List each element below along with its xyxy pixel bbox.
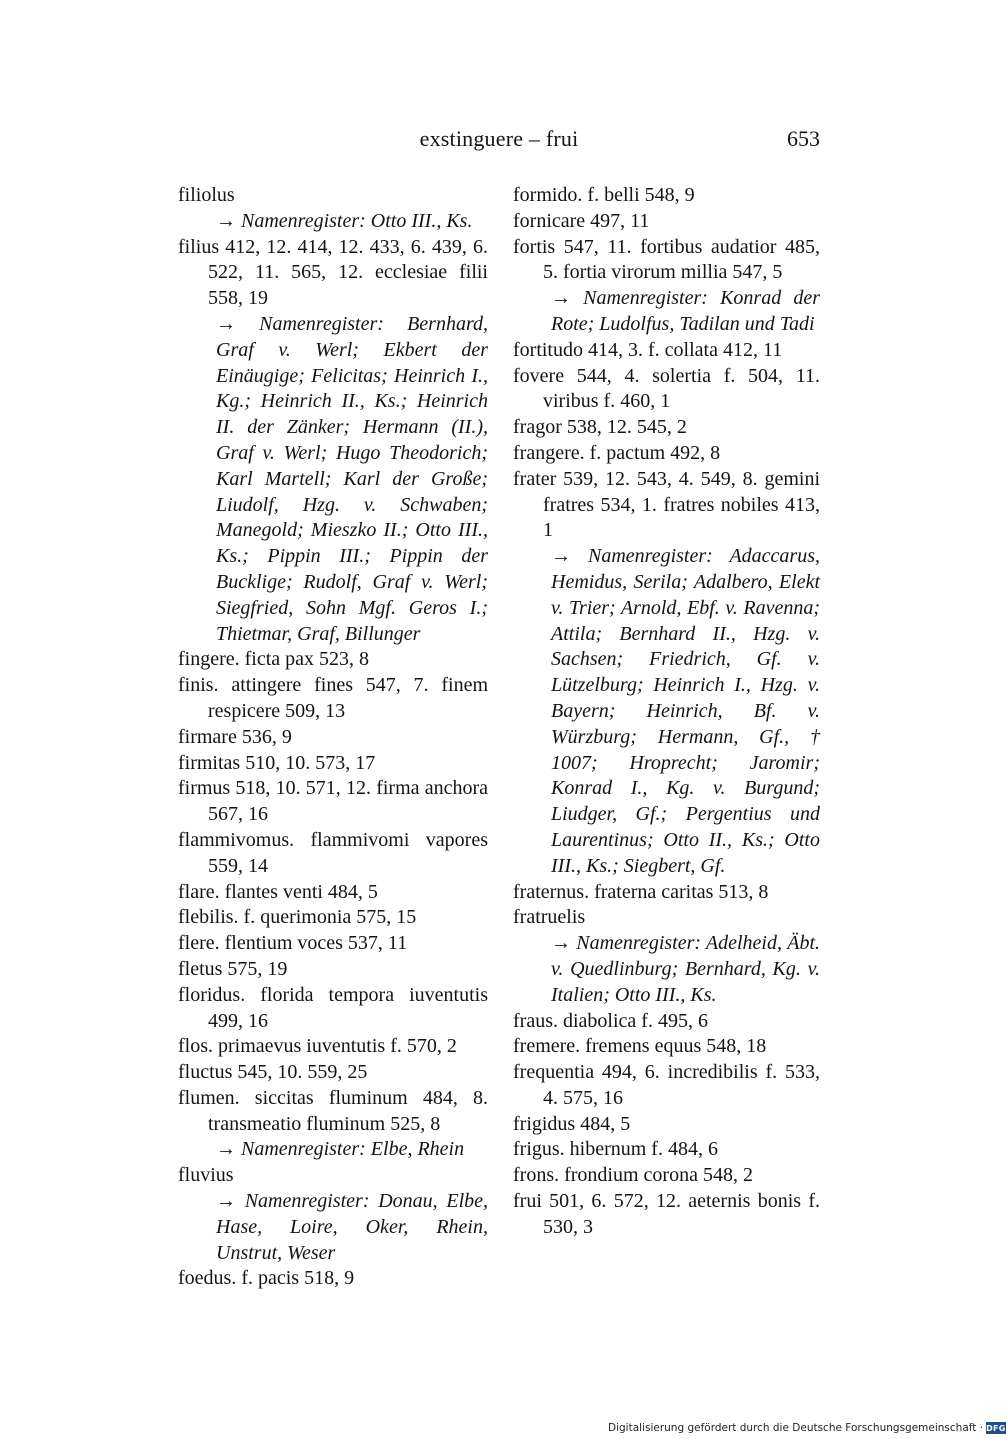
index-entry: formido. f. belli 548, 9 — [513, 184, 695, 206]
index-entry: fraus. diabolica f. 495, 6 — [513, 1009, 708, 1032]
index-entry: flare. flantes venti 484, 5 — [178, 880, 378, 903]
index-entry: frons. frondium corona 548, 2 — [513, 1164, 753, 1187]
running-header — [178, 126, 820, 158]
index-entry: fraternus. fraterna caritas 513, 8 — [513, 880, 769, 903]
index-entry: frequentia 494, 6. incredibilis f. 533, 4. 575, 16 — [513, 1061, 820, 1109]
footer-credit — [608, 1420, 1006, 1436]
index-entry: floridus. florida tempora iuventutis 499, 16 — [178, 983, 488, 1032]
index-entry: frui 501, 6. 572, 12. aeternis bonis f. 530, 3 — [513, 1190, 820, 1238]
index-entry: fremere. fremens equus 548, 18 — [513, 1035, 767, 1058]
index-entry: filiolus — [178, 184, 235, 206]
index-entry: fornicare 497, 11 — [513, 209, 650, 232]
index-entry: flebilis. f. querimonia 575, 15 — [178, 906, 417, 929]
cross-reference: → Namenregister: Donau, Elbe, Hase, Loire, Oker, Rhein, Unstrut, Weser — [216, 1190, 488, 1264]
cross-reference: → Namenregister: Konrad der Rote; Ludolfus, Tadilan und Tadi — [551, 287, 820, 335]
index-entry: fortitudo 414, 3. f. collata 412, 11 — [513, 338, 783, 361]
index-entry: fragor 538, 12. 545, 2 — [513, 416, 687, 439]
index-entry: fovere 544, 4. solertia f. 504, 11. viribus f. 460, 1 — [513, 364, 820, 413]
index-entry: fortis 547, 11. fortibus audatior 485, 5. fortia virorum millia 547, 5 — [513, 235, 820, 284]
index-entry: foedus. f. pacis 518, 9 — [178, 1267, 355, 1290]
index-entry: fluvius — [178, 1164, 234, 1187]
right-column — [513, 183, 820, 1241]
cross-reference: → Namenregister: Elbe, Rhein — [216, 1138, 465, 1161]
index-entry: fratruelis — [513, 906, 586, 929]
dfg-logo: DFG — [986, 1423, 1006, 1433]
index-entry: fluctus 545, 10. 559, 25 — [178, 1061, 368, 1084]
index-entry: frangere. f. pactum 492, 8 — [513, 441, 721, 464]
header-title: exstinguere – frui — [419, 126, 579, 151]
cross-reference: → Namenregister: Adelheid, Äbt. v. Quedlinburg; Bernhard, Kg. v. Italien; Otto III., Ks. — [551, 932, 820, 1006]
index-entry: flere. flentium voces 537, 11 — [178, 932, 408, 955]
index-entry: finis. attingere fines 547, 7. finem respicere 509, 13 — [178, 674, 488, 722]
index-entry: frigidus 484, 5 — [513, 1112, 631, 1135]
index-entry: fingere. ficta pax 523, 8 — [178, 648, 370, 671]
cross-reference: → Namenregister: Bernhard, Graf v. Werl; Ekbert der Einäugige; Felicitas; Heinrich I., Kg.; Heinrich II., Ks.; Heinrich II. der Zänker; Hermann (II.), Graf v. Werl; Hugo Theodorich; Karl Martell; Karl der Große; Liudolf, Hzg. v. Schwaben; Manegold; Mieszko II.; Otto III., Ks.; Pippin III.; Pippin der Bucklige; Rudolf, Graf v. Werl; Siegfried, Sohn Mgf. Geros I.; Thietmar, Graf, Billunger — [216, 312, 488, 645]
page-number: 653 — [787, 126, 820, 151]
index-entry: filius 412, 12. 414, 12. 433, 6. 439, 6. 522, 11. 565, 12. ecclesiae filii 558, 19 — [178, 235, 488, 310]
index-entry: flos. primaevus iuventutis f. 570, 2 — [178, 1035, 457, 1058]
index-entry: firmare 536, 9 — [178, 725, 292, 748]
left-column — [178, 183, 488, 1292]
cross-reference: → Namenregister: Adaccarus, Hemidus, Serila; Adalbero, Elekt v. Trier; Arnold, Ebf. v. Ravenna; Attila; Bernhard II., Hzg. v. Sachsen; Friedrich, Gf. v. Lützelburg; Heinrich I., Hzg. v. Bayern; Heinrich, Bf. v. Würzburg; Hermann, Gf., † 1007; Hroprecht; Jaromir; Konrad I., Kg. v. Burgund; Liudger, Gf.; Pergentius und Laurentinus; Otto II., Ks.; Otto III., Ks.; Siegbert, Gf. — [551, 545, 820, 877]
index-entry: frigus. hibernum f. 484, 6 — [513, 1138, 718, 1161]
index-entry: frater 539, 12. 543, 4. 549, 8. gemini fratres 534, 1. fratres nobiles 413, 1 — [513, 467, 820, 542]
index-entry: flammivomus. flammivomi vapores 559, 14 — [178, 828, 488, 877]
index-entry: firmus 518, 10. 571, 12. firma anchora 567, 16 — [178, 777, 488, 826]
cross-reference: → Namenregister: Otto III., Ks. — [216, 209, 473, 232]
footer-text: Digitalisierung gefördert durch die Deutsche Forschungsgemeinschaft · — [608, 1422, 984, 1434]
index-entry: flumen. siccitas fluminum 484, 8. transmeatio fluminum 525, 8 — [178, 1086, 488, 1135]
index-entry: fletus 575, 19 — [178, 957, 288, 980]
index-entry: firmitas 510, 10. 573, 17 — [178, 751, 376, 774]
